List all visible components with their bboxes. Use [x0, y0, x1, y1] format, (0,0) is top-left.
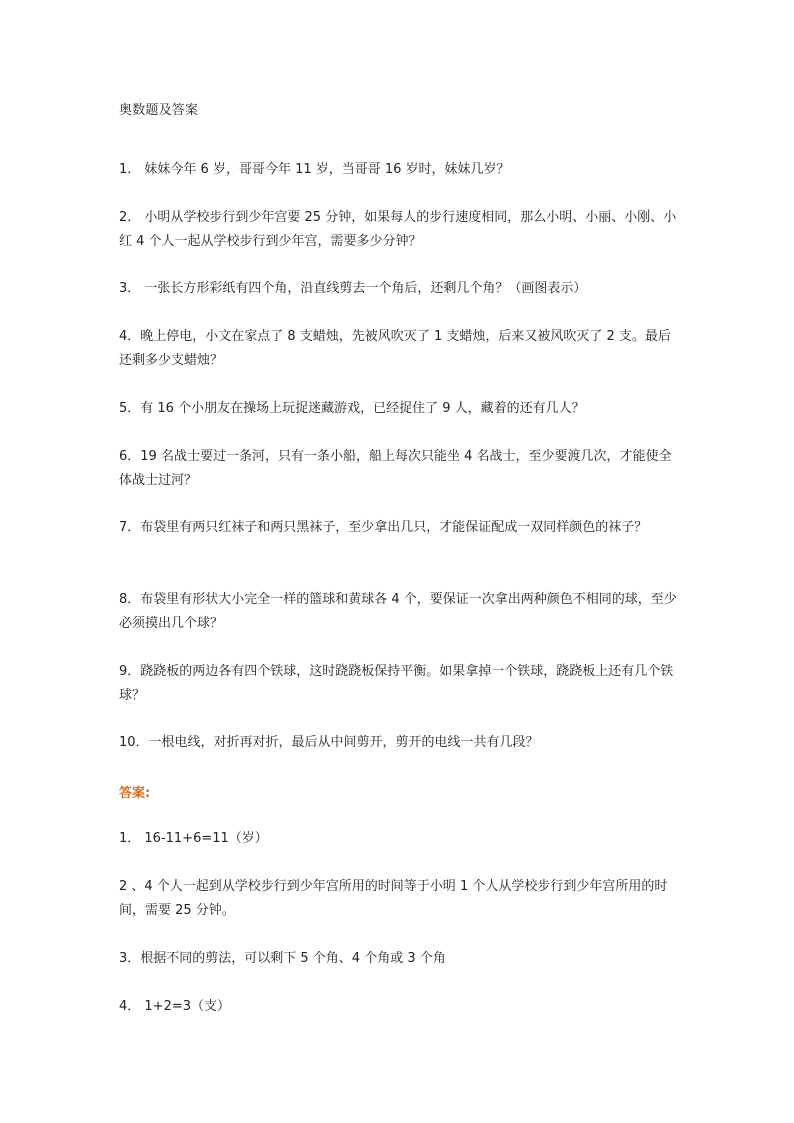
- question-7: 7．布袋里有两只红袜子和两只黑袜子，至少拿出几只，才能保证配成一双同样颜色的袜子？: [119, 520, 648, 535]
- question-3: 3． 一张长方形彩纸有四个角，沿直线剪去一个角后，还剩几个角？（画图表示）: [119, 281, 587, 296]
- question-2: 2． 小明从学校步行到少年宫要 25 分钟，如果每人的步行速度相同，那么小明、小丽、小刚、小红 4 个人一起从学校步行到少年宫，需要多少分钟？: [119, 210, 677, 249]
- question-5: 5．有 16 个小朋友在操场上玩捉迷藏游戏，已经捉住了 9 人，藏着的还有几人？: [119, 401, 585, 416]
- answers-heading: 答案:: [119, 786, 151, 801]
- question-8: 8．布袋里有形状大小完全一样的篮球和黄球各 4 个，要保证一次拿出两种颜色不相同的球，至少必须摸出几个球？: [119, 592, 677, 631]
- answer-1: 1． 16-11+6=11（岁）: [119, 831, 268, 846]
- question-10: 10．一根电线，对折再对折，最后从中间剪开，剪开的电线一共有几段？: [119, 735, 539, 750]
- question-9: 9．跷跷板的两边各有四个铁球，这时跷跷板保持平衡。如果拿掉一个铁球，跷跷板上还有几个铁球？: [119, 664, 674, 703]
- question-6: 6．19 名战士要过一条河，只有一条小船，船上每次只能坐 4 名战士，至少要渡几次，才能使全体战士过河？: [119, 449, 672, 488]
- document-title: 奥数题及答案: [119, 103, 199, 118]
- question-4: 4．晚上停电，小文在家点了 8 支蜡烛，先被风吹灭了 1 支蜡烛，后来又被风吹灭了 2 支。最后还剩多少支蜡烛？: [119, 329, 671, 368]
- question-1: 1． 妹妹今年 6 岁，哥哥今年 11 岁，当哥哥 16 岁时，妹妹几岁？: [119, 162, 510, 177]
- answer-4: 4． 1+2=3（支）: [119, 999, 231, 1014]
- answer-3: 3．根据不同的剪法，可以剩下 5 个角、4 个角或 3 个角: [119, 951, 446, 966]
- answer-2: 2 、4 个人一起到从学校步行到少年宫所用的时间等于小明 1 个人从学校步行到少年宫所用的时间，需要 25 分钟。: [119, 879, 668, 918]
